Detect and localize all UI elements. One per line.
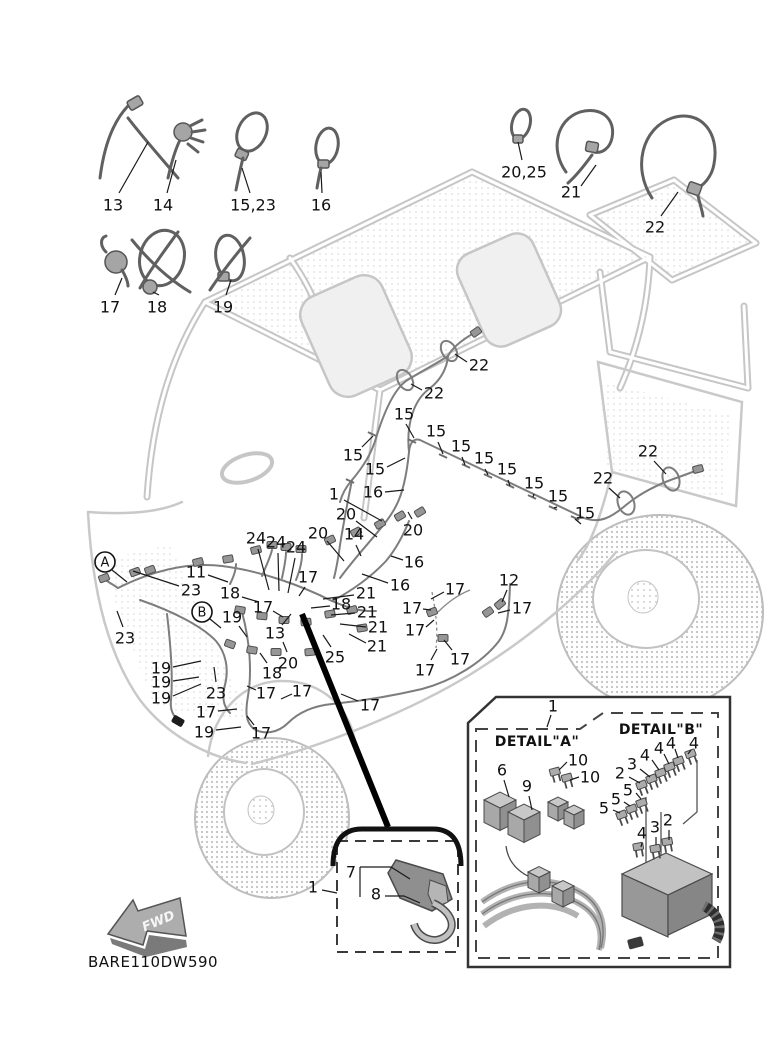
harness-connector [438, 635, 448, 642]
fwd-arrow [108, 898, 187, 957]
callout-label: 20 [335, 504, 357, 524]
callout-label: 18 [219, 583, 241, 603]
callout-label: 15 [473, 448, 495, 468]
leader-line [208, 575, 228, 582]
leader-line [502, 590, 507, 602]
cable-tie-13-icon [100, 95, 178, 178]
harness-clamp-tick [462, 464, 470, 468]
callout-label: 5 [622, 780, 634, 800]
drawing-shape [147, 302, 205, 497]
callout-label: 16 [389, 575, 411, 595]
callout-label: 23 [205, 683, 227, 703]
callout-label: 15 [496, 459, 518, 479]
callout-label: 10 [567, 750, 589, 770]
callout-label: 3 [649, 817, 661, 837]
leader-line [278, 553, 279, 591]
leader-line [341, 694, 358, 701]
leader-line [288, 558, 295, 593]
band-clamp-15-23-icon [231, 108, 273, 190]
callout-label: 18 [330, 594, 352, 614]
callout-label: 2 [614, 763, 626, 783]
callout-label: B [197, 605, 207, 621]
callout-label: 1 [547, 696, 559, 716]
callout-label: 4 [639, 745, 651, 765]
drawing-shape [105, 251, 127, 273]
leader-line [242, 168, 250, 193]
callout-label: 17 [401, 598, 423, 618]
band-clamp-16-icon [313, 126, 341, 188]
front-wheel-hub [248, 796, 274, 824]
drawing-shape [614, 489, 637, 517]
drawing-shape [513, 135, 523, 143]
callout-label: 14 [152, 195, 174, 215]
small-loop-clamp-20-25-icon [508, 107, 533, 143]
callout-label: 17 [255, 683, 277, 703]
callout-label: 15 [574, 503, 596, 523]
drawing-shape [88, 502, 182, 513]
callout-label: 19 [212, 297, 234, 317]
wire-clip-17-icon [102, 236, 129, 286]
leader-line [387, 458, 405, 467]
harness-connector [356, 624, 367, 633]
callout-label: 15 [523, 473, 545, 493]
harness-connector [414, 506, 426, 517]
callout-label: 20 [402, 520, 424, 540]
callout-label: 17 [99, 297, 121, 317]
callout-label: 19 [150, 688, 172, 708]
callout-label: 15 [393, 404, 415, 424]
leader-line [391, 556, 403, 560]
callout-label: 22 [592, 468, 614, 488]
callout-label: 17 [252, 597, 274, 617]
callout-label: 15 [425, 421, 447, 441]
callout-label: 24 [285, 537, 307, 557]
callout-label: 17 [359, 695, 381, 715]
leader-line [323, 635, 331, 647]
inset-box [333, 829, 461, 952]
loop-clamp-18-icon [132, 225, 190, 294]
callout-label: 7 [345, 862, 357, 882]
harness-connector [224, 639, 236, 649]
callout-label: 15 [342, 445, 364, 465]
callout-label: 17 [291, 681, 313, 701]
harness-connector [494, 598, 506, 610]
fwd-label: FWD [140, 908, 178, 936]
harness-connector [222, 555, 233, 564]
callout-label: 2 [662, 810, 674, 830]
part-code: BARE110DW590 [88, 953, 219, 971]
callout-label: 19 [221, 607, 243, 627]
leader-line [260, 653, 267, 663]
callout-label: 6 [496, 760, 508, 780]
detail-a-title: DETAIL"A" [494, 734, 580, 750]
callout-label: 15 [547, 486, 569, 506]
callout-label: 8 [370, 884, 382, 904]
callout-label: 14 [343, 524, 365, 544]
rear-wheel-hub [628, 581, 658, 613]
callout-label: 17 [404, 620, 426, 640]
callout-label: 5 [598, 798, 610, 818]
callout-label: 17 [414, 660, 436, 680]
leader-line [119, 142, 148, 193]
detail-b-title: DETAIL"B" [618, 722, 704, 738]
leader-line [554, 507, 557, 508]
harness-connector [482, 606, 494, 617]
leader-line [210, 619, 221, 628]
callout-label: 17 [444, 579, 466, 599]
callout-label: 12 [498, 570, 520, 590]
drawing-shape [102, 236, 107, 252]
leader-line [431, 592, 444, 599]
callout-label: 17 [297, 567, 319, 587]
callout-label: 21 [366, 636, 388, 656]
callout-label: 22 [637, 441, 659, 461]
callout-label: 22 [468, 355, 490, 375]
leader-line [322, 890, 337, 893]
leader-line [216, 727, 241, 730]
harness-connector-black [171, 715, 185, 728]
leader-line [321, 172, 322, 193]
callout-label: 19 [150, 658, 172, 678]
callout-label: 18 [261, 663, 283, 683]
callout-label: 23 [114, 628, 136, 648]
callout-label: 16 [310, 195, 332, 215]
harness-connector [426, 607, 438, 617]
leader-line [273, 611, 283, 617]
callout-label: 20,25 [501, 162, 547, 182]
callout-label: 21 [367, 617, 389, 637]
drawing-shape [126, 95, 143, 111]
callout-label: 4 [665, 733, 677, 753]
leader-line [426, 620, 434, 627]
leader-line [258, 549, 269, 590]
drawing-shape [236, 158, 243, 190]
callout-label: 21 [560, 182, 582, 202]
drawing-shape [100, 102, 132, 178]
drawing-shape [317, 168, 321, 188]
harness-clamp-tick [439, 454, 447, 458]
drawing-shape [147, 302, 205, 497]
leader-line [311, 606, 330, 608]
callout-label: 17 [449, 649, 471, 669]
drawing-shape [122, 270, 128, 286]
callout-label: 3 [626, 754, 638, 774]
callout-label: 1 [328, 484, 340, 504]
callout-label: A [100, 555, 110, 571]
leader-line [408, 512, 412, 519]
callout-label: 13 [264, 623, 286, 643]
callout-label: 11 [185, 562, 207, 582]
drawing-shape [318, 160, 329, 168]
callout-label: 1 [307, 877, 319, 897]
callout-label: 19 [150, 672, 172, 692]
drawing-shape [585, 141, 599, 153]
drawing-shape [134, 225, 191, 290]
drawing-shape [568, 155, 592, 183]
callout-label: 22 [423, 383, 445, 403]
loop-tie-21-icon [557, 110, 613, 183]
harness-connector [246, 646, 257, 655]
steering-wheel [218, 448, 275, 489]
callout-label: 4 [653, 738, 665, 758]
leader-line [349, 634, 366, 643]
callout-label: 20 [307, 523, 329, 543]
leader-line [281, 694, 292, 699]
leader-line [609, 488, 620, 498]
leader-line [115, 278, 122, 295]
callout-label: 5 [610, 789, 622, 809]
callout-label: 21 [356, 602, 378, 622]
leader-line [518, 142, 522, 160]
callout-label: 15 [364, 459, 386, 479]
callout-label: 24 [245, 528, 267, 548]
callout-label: 17 [250, 723, 272, 743]
drawing-shape [432, 592, 437, 648]
callout-label: 16 [403, 552, 425, 572]
callout-label: 22 [644, 217, 666, 237]
callout-label: 9 [521, 776, 533, 796]
callout-label: 15,23 [230, 195, 276, 215]
leader-line [327, 541, 344, 561]
callout-label: 17 [511, 598, 533, 618]
callout-label: 4 [636, 823, 648, 843]
callout-label: 13 [102, 195, 124, 215]
callout-label: 10 [579, 767, 601, 787]
callout-label: 24 [265, 532, 287, 552]
callout-label: 18 [146, 297, 168, 317]
callout-label: 16 [362, 482, 384, 502]
callout-label: 15 [450, 436, 472, 456]
callout-label: 21 [355, 583, 377, 603]
leader-line [431, 649, 437, 660]
callout-label: 19 [193, 722, 215, 742]
callout-label: 17 [195, 702, 217, 722]
callout-label: 25 [324, 647, 346, 667]
callout-label: 4 [688, 733, 700, 753]
leader-line [283, 642, 287, 652]
callout-label: 20 [277, 653, 299, 673]
callout-label: 23 [180, 580, 202, 600]
